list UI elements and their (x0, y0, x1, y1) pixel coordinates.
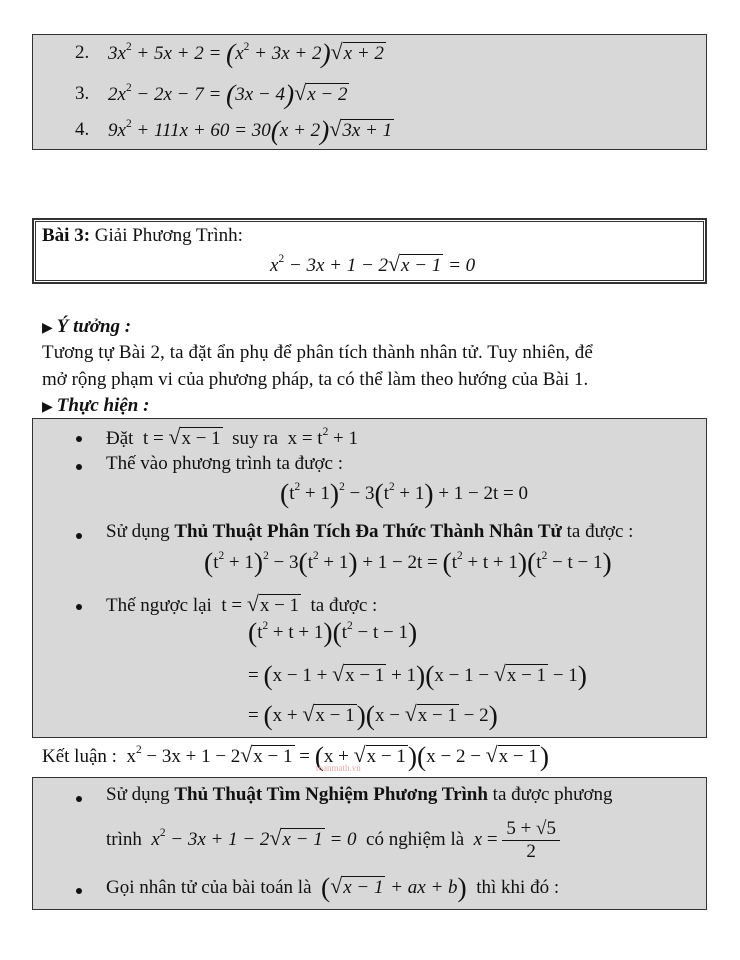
step-factor-guess: Gọi nhân tử của bài toán là (√x − 1 + ax + b) thì khi đó : (106, 871, 560, 903)
conclusion: Kết luận : $x^2 - 3x + 1 - 2√x - 1 = (x + √x - 1)(x - 2 - √x - 1)$ (42, 740, 550, 772)
root-denominator: 2 (526, 841, 536, 862)
triangle-right-icon: ▶ (42, 321, 53, 336)
equation-factorized: $(t^2 + 1)^2 - 3(t^2 + 1) + 1 - 2t = (t^2 + t + 1)(t^2 - t - 1)$ (204, 546, 612, 578)
problem-title-text: Giải Phương Trình: (94, 225, 243, 246)
bullet-icon (76, 464, 82, 470)
bullet-icon (76, 533, 82, 539)
triangle-right-icon: ▶ (42, 400, 53, 415)
step-find-root-line-2: trình $x^2 - 3x + 1 - 2√x - 1 = 0$ có nghiệm là x = $\frac{5 + √5}{2}$ (106, 818, 560, 863)
execution-heading: ▶ Thực hiện : (42, 395, 150, 416)
idea-line-2: mở rộng phạm vi của phương pháp, ta có thể làm theo hướng của Bài 1. (42, 369, 589, 390)
problem-equation: $x^2 - 3x + 1 - 2√x - 1 = 0$ (270, 252, 476, 276)
equation-item-2: $3x^2 + 5x + 2 = (x^2 + 3x + 2)√x + 2$ (108, 37, 384, 69)
root-fraction (502, 818, 560, 863)
equation-item-3: $2x^2 - 2x - 7 = (3x - 4)√x - 2$ (108, 78, 348, 110)
bullet-icon (76, 888, 82, 894)
list-item-3: 3. (75, 83, 90, 104)
equation-line-3: = (x + √x − 1)(x − √x − 1 − 2) (248, 699, 498, 731)
bullet-icon (76, 796, 82, 802)
problem-title (42, 225, 243, 247)
idea-line-1: Tương tự Bài 2, ta đặt ẩn phụ để phân tích thành nhân tử. Tuy nhiên, để (42, 342, 593, 363)
step-substitute: Thế vào phương trình ta được : (106, 453, 343, 474)
step-find-root: Sử dụng Thủ Thuật Tìm Nghiệm Phương Trình ta được phương (106, 784, 613, 805)
list-item-2: 2. (75, 42, 90, 63)
root-numerator: 5 + √5 (502, 818, 560, 841)
equation-line-2: = (x − 1 + √x − 1 + 1)(x − 1 − √x − 1 − 1) (248, 659, 587, 691)
idea-heading: ▶ Ý tưởng : (42, 316, 132, 337)
step-back-substitute: Thế ngược lại t = √x − 1 ta được : (106, 592, 378, 616)
equation-substituted: $(t^2 + 1)^2 - 3(t^2 + 1) + 1 - 2t = 0$ (280, 477, 529, 509)
bullet-icon (76, 604, 82, 610)
watermark: toanmath.vn (316, 763, 361, 773)
equation-line-1: $(t^2 + t + 1)(t^2 - t - 1)$ (248, 616, 418, 648)
equation-item-4: $9x^2 + 111x + 60 = 30(x + 2)√3x + 1$ (108, 114, 393, 146)
list-item-4: 4. (75, 119, 90, 140)
problem-label: Bài 3: (42, 225, 91, 246)
step-factorize: Sử dụng Thủ Thuật Phân Tích Đa Thức Thành Nhân Tử ta được : (106, 521, 634, 542)
step-set-variable: Đặt t = √x − 1 suy ra $x = t^2 + 1$ (106, 425, 358, 449)
bullet-icon (76, 436, 82, 442)
